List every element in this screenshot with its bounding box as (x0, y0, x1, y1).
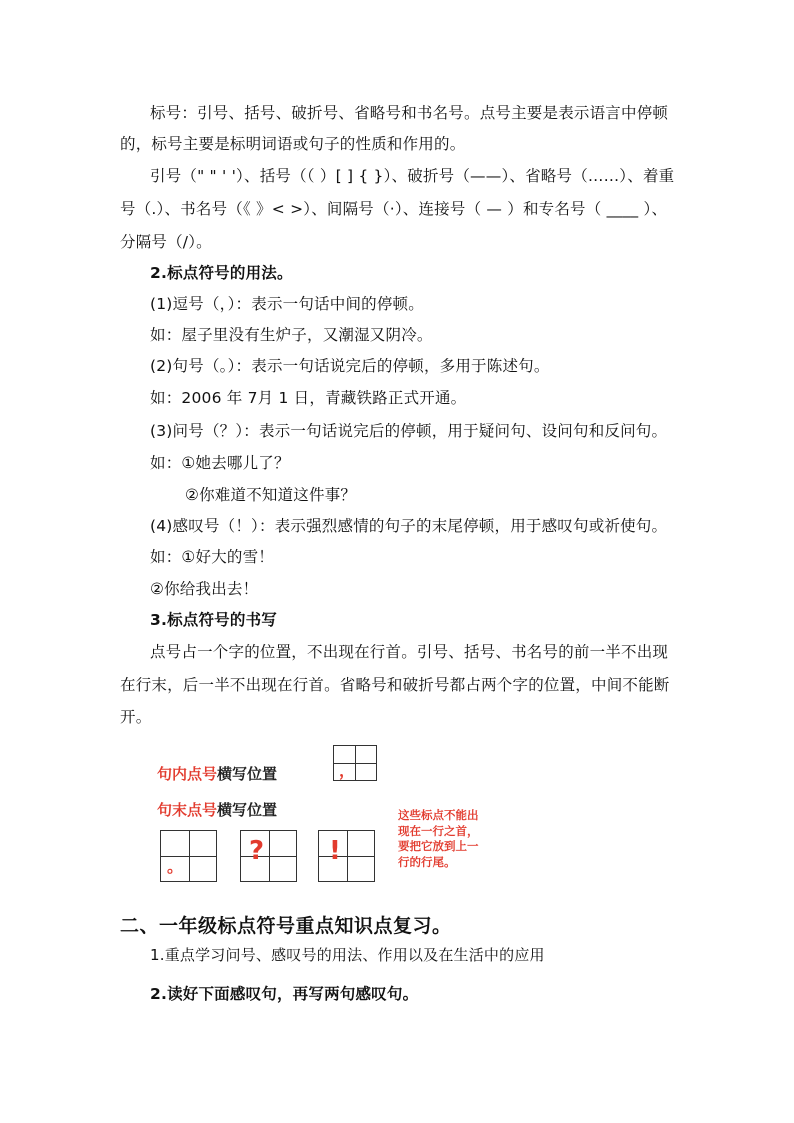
period-mark-grid (160, 830, 217, 882)
exclaim-mark-grid (318, 830, 375, 882)
question-mark-grid (240, 830, 297, 882)
paragraph-line: 开。 (120, 708, 152, 726)
section-item: 1.重点学习问号、感叹号的用法、作用以及在生活中的应用 (150, 946, 545, 964)
paragraph-line: 引号（" " ' '）、括号（（ ）[ ] { }）、破折号（——）、省略号（……）、着重 (150, 167, 675, 185)
example-line: 如：屋子里没有生炉子，又潮湿又阴冷。 (150, 326, 433, 344)
example-line: 如：2006 年 7月 1 日，青藏铁路正式开通。 (150, 389, 467, 407)
period-mark: 。 (167, 857, 184, 876)
paragraph-line: (4)感叹号（！）：表示强烈感情的句子的末尾停顿，用于感叹句或祈使句。 (150, 517, 668, 535)
end-label-black: 横写位置 (217, 801, 278, 819)
end-punctuation-label (157, 801, 277, 819)
example-line: 如：①好大的雪！ (150, 548, 274, 566)
example-line: ②你难道不知道这件事？ (185, 486, 357, 504)
example-line: 如：①她去哪儿了？ (150, 454, 290, 472)
section-item: 2.读好下面感叹句，再写两句感叹句。 (150, 985, 419, 1003)
exclaim-mark: ! (329, 836, 341, 866)
paragraph-line: 标号：引号、括号、破折号、省略号和书名号。点号主要是表示语言中停顿 (150, 104, 669, 122)
paragraph-line: (3)问号（？）：表示一句话说完后的停顿，用于疑问句、设问句和反问句。 (150, 422, 668, 440)
figure-note: 这些标点不能出 现在一行之首， 要把它放到上一 行的行尾。 (398, 808, 479, 869)
section-heading: 3.标点符号的书写 (150, 611, 277, 629)
inline-label-black: 横写位置 (217, 765, 278, 783)
paragraph-line: 分隔号（/）。 (120, 233, 212, 251)
paragraph-line: 点号占一个字的位置，不出现在行首。引号、括号、书名号的前一半不出现 (150, 643, 669, 661)
paragraph-line: 号（.）、书名号（《 》< >）、间隔号（·）、连接号（ — ）和专名号（ ____ ）、 (120, 200, 668, 218)
section-title: 二、一年级标点符号重点知识点复习。 (120, 915, 452, 937)
paragraph-line: (1)逗号（，）：表示一句话中间的停顿。 (150, 295, 424, 313)
end-label-red: 句末点号 (157, 801, 218, 819)
paragraph-line: 在行末，后一半不出现在行首。省略号和破折号都占两个字的位置，中间不能断 (120, 676, 670, 694)
inline-mark-grid (333, 745, 377, 781)
inline-label-red: 句内点号 (157, 765, 218, 783)
paragraph-line: 的，标号主要是标明词语或句子的性质和作用的。 (120, 135, 466, 153)
section-heading: 2.标点符号的用法。 (150, 264, 293, 282)
paragraph-line: (2)句号（。）：表示一句话说完后的停顿，多用于陈述句。 (150, 357, 550, 375)
question-mark: ? (249, 836, 265, 866)
comma-mark: ， (339, 761, 356, 780)
inline-punctuation-label (157, 765, 277, 783)
example-line: ②你给我出去！ (150, 580, 259, 598)
